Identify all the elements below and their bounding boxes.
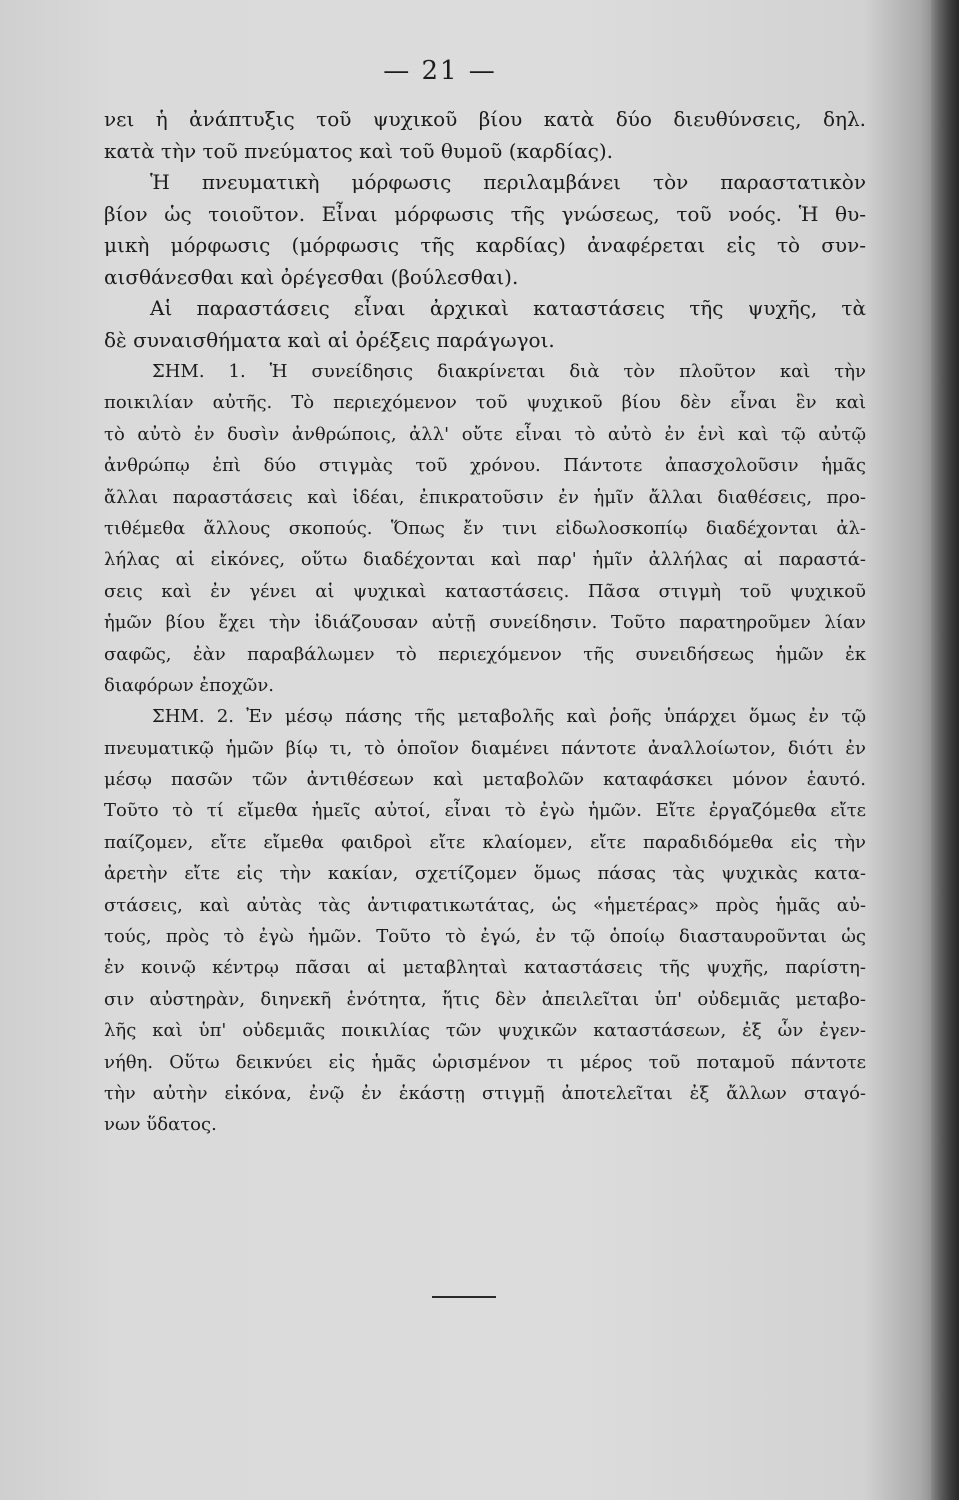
end-rule bbox=[432, 1296, 496, 1298]
note-line: λῆς καὶ ὑπ' οὐδεμιᾶς ποικιλίας τῶν ψυχικῶν καταστάσεων, ἐξ ὧν ἐγεν- bbox=[104, 1020, 866, 1042]
note-line: τιθέμεθα ἄλλους σκοπούς. Ὅπως ἔν τινι εἰδωλοσκοπίῳ διαδέχονται ἀλ- bbox=[104, 517, 866, 539]
page-number: — 21 — bbox=[383, 56, 497, 86]
note-line: πνευματικῷ ἡμῶν βίῳ τι, τὸ ὁποῖον διαμένει πάντοτε ἀναλλοίωτον, διότι ἐν bbox=[104, 737, 866, 759]
note-line: νων ὕδατος. bbox=[104, 1114, 217, 1136]
note-line: ἀνθρώπῳ ἐπὶ δύο στιγμὰς τοῦ χρόνου. Πάντοτε ἀπασχολοῦσιν ἡμᾶς bbox=[104, 455, 866, 477]
note-line: μέσῳ πασῶν τῶν ἀντιθέσεων καὶ μεταβολῶν καταφάσκει μόνον ἑαυτό. bbox=[104, 769, 866, 791]
note-line: ἐν κοινῷ κέντρῳ πᾶσαι αἱ μεταβληταὶ καταστάσεις τῆς ψυχῆς, παρίστη- bbox=[104, 957, 866, 979]
note-line: παίζομεν, εἴτε εἴμεθα φαιδροὶ εἴτε κλαίομεν, εἴτε παραδιδόμεθα εἰς τὴν bbox=[104, 831, 866, 853]
note-line: σαφῶς, ἐὰν παραβάλωμεν τὸ περιεχόμενον τῆς συνειδήσεως ἡμῶν ἐκ bbox=[104, 643, 866, 665]
text-line: κατὰ τὴν τοῦ πνεύματος καὶ τοῦ θυμοῦ (καρδίας). bbox=[104, 138, 614, 163]
note-line: διαφόρων ἐποχῶν. bbox=[104, 674, 274, 696]
text-line: δὲ συναισθήματα καὶ αἱ ὀρέξεις παράγωγοι. bbox=[104, 327, 555, 352]
page-text bbox=[104, 104, 866, 1141]
note-line: τὸ αὐτὸ ἐν δυσὶν ἀνθρώποις, ἀλλ' οὔτε εἶναι τὸ αὐτὸ ἐν ἑνὶ καὶ τῷ αὐτῷ bbox=[104, 423, 866, 445]
text-line: βίον ὡς τοιοῦτον. Εἶναι μόρφωσις τῆς γνώσεως, τοῦ νοός. Ἡ θυ- bbox=[104, 201, 866, 226]
note-line: ἄλλαι παραστάσεις καὶ ἰδέαι, ἐπικρατοῦσιν ἐν ἡμῖν ἄλλαι διαθέσεις, προ- bbox=[104, 486, 866, 508]
text-line: μικὴ μόρφωσις (μόρφωσις τῆς καρδίας) ἀναφέρεται εἰς τὸ συν- bbox=[104, 233, 866, 257]
note-line: τούς, πρὸς τὸ ἐγὼ ἡμῶν. Τοῦτο τὸ ἐγώ, ἐν τῷ ὁποίῳ διασταυροῦνται ὡς bbox=[104, 926, 866, 948]
text-line: Ἡ πνευματικὴ μόρφωσις περιλαμβάνει τὸν παραστατικὸν bbox=[150, 170, 866, 194]
note-line: στάσεις, καὶ αὐτὰς τὰς ἀντιφατικωτάτας, ὡς «ἡμετέρας» πρὸς ἡμᾶς αὐ- bbox=[104, 894, 866, 916]
note-line: νήθη. Οὕτω δεικνύει εἰς ἡμᾶς ὡρισμένον τι μέρος τοῦ ποταμοῦ πάντοτε bbox=[104, 1051, 866, 1073]
book-spine-shadow bbox=[931, 0, 959, 1500]
note-line: λήλας αἱ εἰκόνες, οὕτω διαδέχονται καὶ παρ' ἡμῖν ἀλλήλας αἱ παραστά- bbox=[104, 549, 866, 571]
note-line: τὴν αὐτὴν εἰκόνα, ἐνῷ ἐν ἑκάστῃ στιγμῇ ἀποτελεῖται ἐξ ἄλλων σταγό- bbox=[104, 1082, 866, 1104]
text-line: Αἱ παραστάσεις εἶναι ἀρχικαὶ καταστάσεις τῆς ψυχῆς, τὰ bbox=[150, 296, 866, 320]
note-line: Τοῦτο τὸ τί εἴμεθα ἡμεῖς αὐτοί, εἶναι τὸ ἐγὼ ἡμῶν. Εἴτε ἐργαζόμεθα εἴτε bbox=[104, 800, 866, 822]
note-line: ΣΗΜ. 1. Ἡ συνείδησις διακρίνεται διὰ τὸν πλοῦτον καὶ τὴν bbox=[152, 361, 866, 382]
note-line: ἡμῶν βίου ἔχει τὴν ἰδιάζουσαν αὐτῇ συνείδησιν. Τοῦτο παρατηροῦμεν λίαν bbox=[104, 612, 866, 634]
note-line: σεις καὶ ἐν γένει αἱ ψυχικαὶ καταστάσεις. Πᾶσα στιγμὴ τοῦ ψυχικοῦ bbox=[104, 580, 866, 602]
text-line: νει ἡ ἀνάπτυξις τοῦ ψυχικοῦ βίου κατὰ δύο διευθύνσεις, δηλ. bbox=[104, 107, 866, 131]
text-line: αισθάνεσθαι καὶ ὀρέγεσθαι (βούλεσθαι). bbox=[104, 264, 519, 289]
note-line: ΣΗΜ. 2. Ἐν μέσῳ πάσης τῆς μεταβολῆς καὶ ῥοῆς ὑπάρχει ὅμως ἐν τῷ bbox=[152, 706, 866, 728]
note-line: ποικιλίαν αὐτῆς. Τὸ περιεχόμενον τοῦ ψυχικοῦ βίου δὲν εἶναι ἓν καὶ bbox=[104, 392, 866, 414]
note-line: ἀρετὴν εἴτε εἰς τὴν κακίαν, σχετίζομεν ὅμως πάσας τὰς ψυχικὰς κατα- bbox=[104, 863, 866, 885]
note-line: σιν αὐστηρὰν, διηνεκῆ ἑνότητα, ἥτις δὲν ἀπειλεῖται ὑπ' οὐδεμιᾶς μεταβο- bbox=[104, 988, 866, 1010]
